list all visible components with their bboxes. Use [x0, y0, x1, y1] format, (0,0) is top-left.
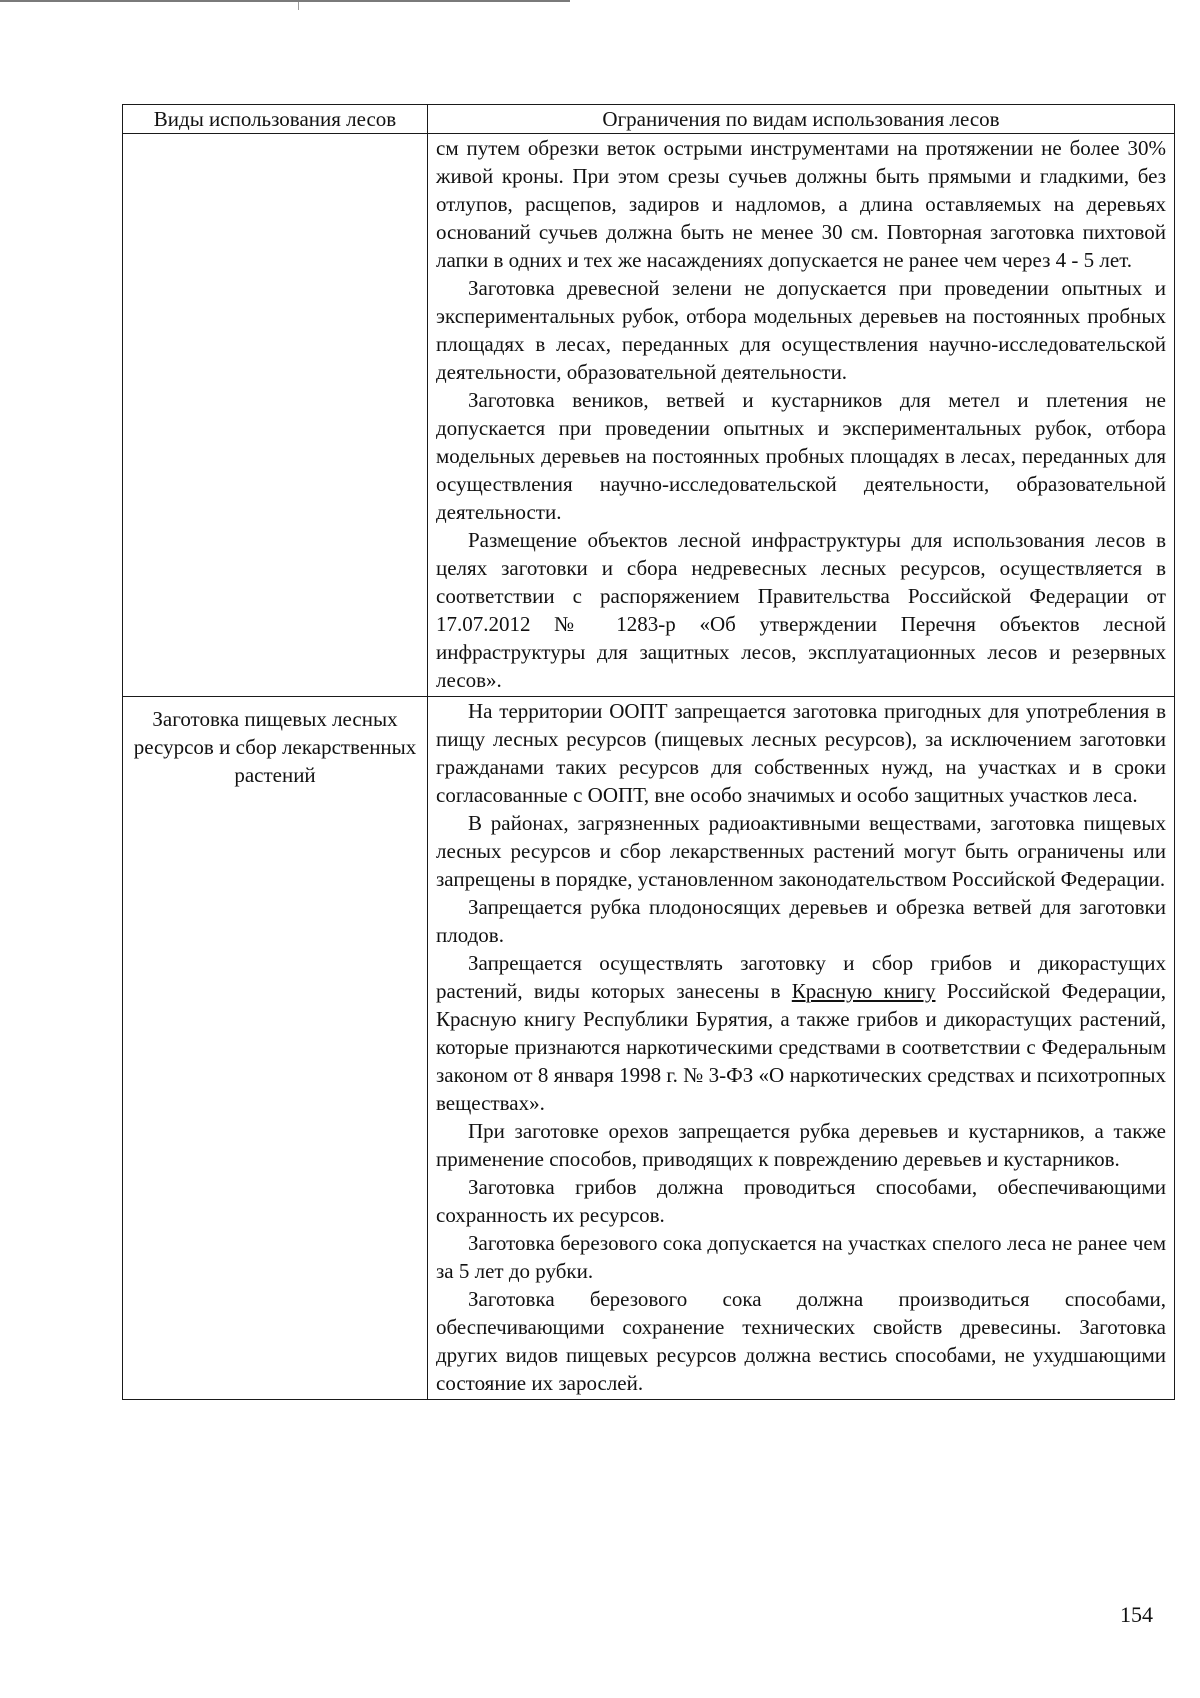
- paragraph: На территории ООПТ запрещается заготовка пригодных для употребления в пищу лесных ресурсов (пищевых лесных ресурсов), за исключением заготовки гражданами таких ресурсов для собственных нужд, на участках и в сроки согласованные с ООПТ, вне особо значимых и особо защитных участков леса.: [436, 699, 1166, 807]
- paragraph: Заготовка березового сока должна производиться способами, обеспечивающими сохранение технических свойств древесины. Заготовка других видов пищевых ресурсов должна вестись способами, не ухудшающими состояние их зарослей.: [436, 1287, 1166, 1395]
- paragraph: В районах, загрязненных радиоактивными веществами, заготовка пищевых лесных ресурсов и сбор лекарственных растений могут быть ограничены или запрещены в порядке, установленном законодательством Российской Федерации.: [436, 811, 1166, 891]
- paragraph: Заготовка веников, ветвей и кустарников для метел и плетения не допускается при проведении опытных и экспериментальных рубок, отбора модельных деревьев на постоянных пробных площадях в лесах, переданных для осуществления научно-исследовательской деятельности, образовательной деятельности.: [436, 388, 1166, 524]
- paragraph-tail: Российской Федерации, Красную книгу Республики Бурятия, а также грибов и дикорастущих растений, которые признаются наркотическими средствами в соответствии с Федеральным законом от 8 января 1998 г. № 3-ФЗ «О наркотических средствах и психотропных веществах».: [436, 979, 1166, 1115]
- paragraph: Размещение объектов лесной инфраструктуры для использования лесов в целях заготовки и сбора недревесных лесных ресурсов, осуществляется в соответствии с распоряжением Правительства Российской Федерации от 17.07.2012 № 1283-р «Об утверждении Перечня объектов лесной инфраструктуры для защитных лесов, эксплуатационных лесов и резервных лесов».: [436, 528, 1166, 692]
- scan-edge-line: [0, 0, 570, 2]
- table-row: [123, 697, 1175, 1400]
- table-header-row: [123, 105, 1175, 134]
- paragraph: Заготовка березового сока допускается на участках спелого леса не ранее чем за 5 лет до рубки.: [436, 1231, 1166, 1283]
- paragraph: Заготовка древесной зелени не допускается при проведении опытных и экспериментальных рубок, отбора модельных деревьев на постоянных пробных площадях в лесах, переданных для осуществления научно-исследовательской деятельности, образовательной деятельности.: [436, 276, 1166, 384]
- forest-use-restrictions-table: [122, 104, 1175, 1400]
- row-1-restrictions: [428, 134, 1175, 697]
- header-restrictions: Ограничения по видам использования лесов: [428, 105, 1175, 134]
- scan-edge-tick: [298, 2, 299, 10]
- row-2-restrictions: [428, 697, 1175, 1400]
- table-row: [123, 134, 1175, 697]
- page-number: 154: [1120, 1602, 1153, 1627]
- row-1-use-type: [123, 134, 428, 697]
- paragraph-red-book: [436, 949, 1166, 1117]
- paragraph-lead: Запрещается осуществлять заготовку и сбор грибов и дикорастущих растений, виды которых занесены в: [436, 951, 1166, 1003]
- paragraph: Заготовка грибов должна проводиться способами, обеспечивающими сохранность их ресурсов.: [436, 1175, 1166, 1227]
- red-book-link[interactable]: Красную книгу: [791, 979, 936, 1003]
- paragraph: Запрещается рубка плодоносящих деревьев и обрезка ветвей для заготовки плодов.: [436, 895, 1166, 947]
- paragraph: см путем обрезки веток острыми инструментами на протяжении не более 30% живой кроны. При этом срезы сучьев должны быть прямыми и гладкими, без отлупов, расщепов, задиров и надломов, а длина оставляемых на деревьях оснований сучьев должна быть не менее 30 см. Повторная заготовка пихтовой лапки в одних и тех же насаждениях допускается не ранее чем через 4 - 5 лет.: [436, 136, 1166, 272]
- paragraph: При заготовке орехов запрещается рубка деревьев и кустарников, а также применение способов, приводящих к повреждению деревьев и кустарников.: [436, 1119, 1166, 1171]
- row-2-use-type: Заготовка пищевых лесных ресурсов и сбор лекарственных растений: [123, 697, 428, 1400]
- header-forest-use-types: Виды использования лесов: [123, 105, 428, 134]
